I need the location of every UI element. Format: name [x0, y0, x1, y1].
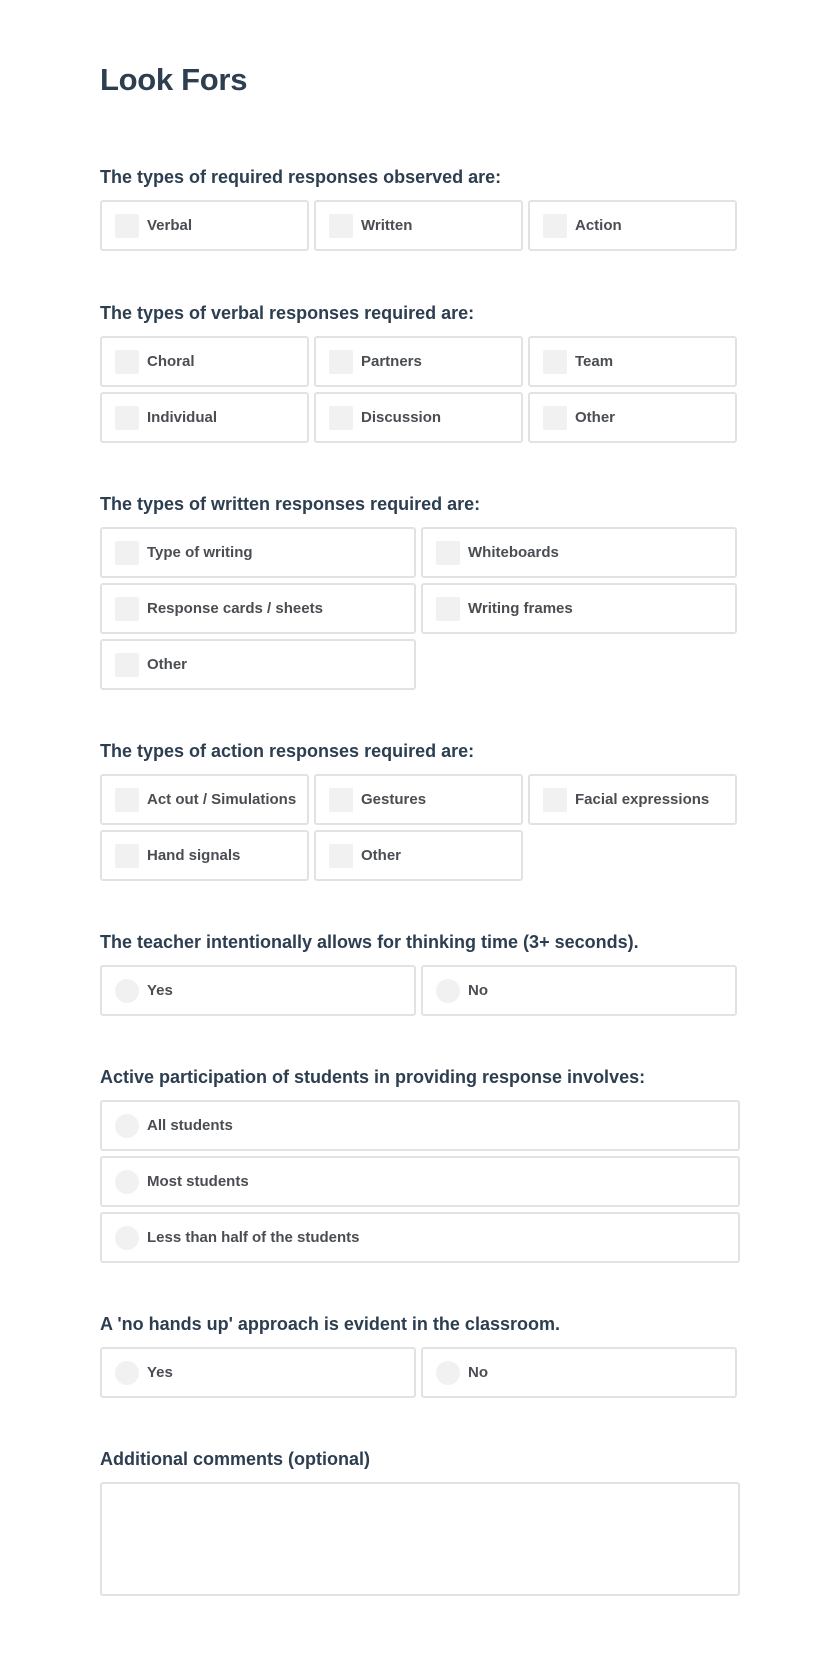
option-label: Other [575, 409, 616, 426]
checkbox[interactable] [329, 214, 353, 238]
checkbox[interactable] [543, 788, 567, 812]
option-label: Other [361, 847, 402, 864]
options-thinking-time [100, 965, 740, 1016]
option-label: Action [575, 217, 622, 234]
checkbox-option-written[interactable] [314, 200, 523, 251]
option-label: Discussion [361, 409, 442, 426]
checkbox[interactable] [543, 350, 567, 374]
option-label: Act out / Simulations [147, 791, 297, 808]
section-thinking-time [100, 931, 740, 1016]
option-label: Yes [147, 982, 173, 999]
radio-option-all-students[interactable] [100, 1100, 740, 1151]
checkbox[interactable] [115, 350, 139, 374]
checkbox[interactable] [436, 541, 460, 565]
checkbox-option-other[interactable] [100, 639, 416, 690]
radio-option-no[interactable] [421, 965, 737, 1016]
option-label: Type of writing [147, 544, 253, 561]
section-required-responses [100, 166, 740, 251]
options-no-hands-up [100, 1347, 740, 1398]
radio-button[interactable] [115, 1226, 139, 1250]
checkbox[interactable] [115, 214, 139, 238]
checkbox-option-writing-frames[interactable] [421, 583, 737, 634]
radio-button[interactable] [115, 1361, 139, 1385]
checkbox[interactable] [329, 788, 353, 812]
option-label: Writing frames [468, 600, 573, 617]
checkbox[interactable] [115, 541, 139, 565]
checkbox-option-act-out[interactable] [100, 774, 309, 825]
checkbox-option-verbal[interactable] [100, 200, 309, 251]
question-required-responses: The types of required responses observed are: [100, 167, 502, 187]
checkbox[interactable] [115, 788, 139, 812]
checkbox-option-response-cards[interactable] [100, 583, 416, 634]
option-label: Response cards / sheets [147, 600, 323, 617]
checkbox[interactable] [436, 597, 460, 621]
checkbox-option-hand-signals[interactable] [100, 830, 309, 881]
checkbox[interactable] [329, 844, 353, 868]
checkbox-option-individual[interactable] [100, 392, 309, 443]
option-label: Whiteboards [468, 544, 559, 561]
option-label: Less than half of the students [147, 1229, 360, 1246]
section-verbal-responses [100, 302, 740, 443]
options-verbal-responses [100, 336, 740, 443]
checkbox-option-whiteboards[interactable] [421, 527, 737, 578]
radio-button[interactable] [115, 1170, 139, 1194]
section-active-participation [100, 1066, 740, 1263]
checkbox[interactable] [543, 214, 567, 238]
section-written-responses [100, 493, 740, 690]
radio-button[interactable] [436, 979, 460, 1003]
section-no-hands-up [100, 1313, 740, 1398]
checkbox-option-team[interactable] [528, 336, 737, 387]
comments-textarea[interactable] [100, 1482, 740, 1596]
question-written-responses: The types of written responses required are: [100, 494, 481, 514]
option-label: Facial expressions [575, 791, 710, 808]
option-label: Choral [147, 353, 195, 370]
option-label: Yes [147, 1364, 173, 1381]
options-written-responses [100, 527, 740, 690]
radio-button[interactable] [115, 1114, 139, 1138]
option-label: Verbal [147, 217, 193, 234]
checkbox[interactable] [115, 406, 139, 430]
question-thinking-time: The teacher intentionally allows for thinking time (3+ seconds). [100, 932, 639, 952]
section-additional-comments [100, 1448, 740, 1601]
options-active-participation [100, 1100, 740, 1263]
checkbox-option-discussion[interactable] [314, 392, 523, 443]
checkbox[interactable] [543, 406, 567, 430]
checkbox-option-partners[interactable] [314, 336, 523, 387]
question-active-participation: Active participation of students in providing response involves: [100, 1067, 646, 1087]
radio-button[interactable] [436, 1361, 460, 1385]
option-label: Hand signals [147, 847, 241, 864]
options-action-responses [100, 774, 740, 881]
option-label: Most students [147, 1173, 249, 1190]
radio-button[interactable] [115, 979, 139, 1003]
option-label: Gestures [361, 791, 427, 808]
option-label: Other [147, 656, 188, 673]
radio-option-yes[interactable] [100, 965, 416, 1016]
checkbox[interactable] [115, 597, 139, 621]
option-label: Partners [361, 353, 422, 370]
option-label: No [468, 982, 488, 999]
radio-option-most-students[interactable] [100, 1156, 740, 1207]
page-title: Look Fors [100, 62, 248, 97]
checkbox-option-gestures[interactable] [314, 774, 523, 825]
option-label: No [468, 1364, 488, 1381]
radio-option-less-than-half[interactable] [100, 1212, 740, 1263]
checkbox-option-choral[interactable] [100, 336, 309, 387]
checkbox[interactable] [115, 653, 139, 677]
radio-option-no[interactable] [421, 1347, 737, 1398]
question-verbal-responses: The types of verbal responses required are: [100, 303, 475, 323]
checkbox[interactable] [329, 406, 353, 430]
option-label: Team [575, 353, 614, 370]
checkbox-option-other[interactable] [314, 830, 523, 881]
question-action-responses: The types of action responses required are: [100, 741, 475, 761]
question-no-hands-up: A 'no hands up' approach is evident in the classroom. [100, 1314, 560, 1334]
option-label: All students [147, 1117, 233, 1134]
checkbox[interactable] [329, 350, 353, 374]
checkbox-option-action[interactable] [528, 200, 737, 251]
option-label: Written [361, 217, 413, 234]
section-action-responses [100, 740, 740, 881]
radio-option-yes[interactable] [100, 1347, 416, 1398]
checkbox-option-type-of-writing[interactable] [100, 527, 416, 578]
checkbox[interactable] [115, 844, 139, 868]
checkbox-option-facial-expressions[interactable] [528, 774, 737, 825]
question-additional-comments: Additional comments (optional) [100, 1449, 370, 1469]
options-required-responses [100, 200, 740, 251]
option-label: Individual [147, 409, 218, 426]
checkbox-option-other[interactable] [528, 392, 737, 443]
